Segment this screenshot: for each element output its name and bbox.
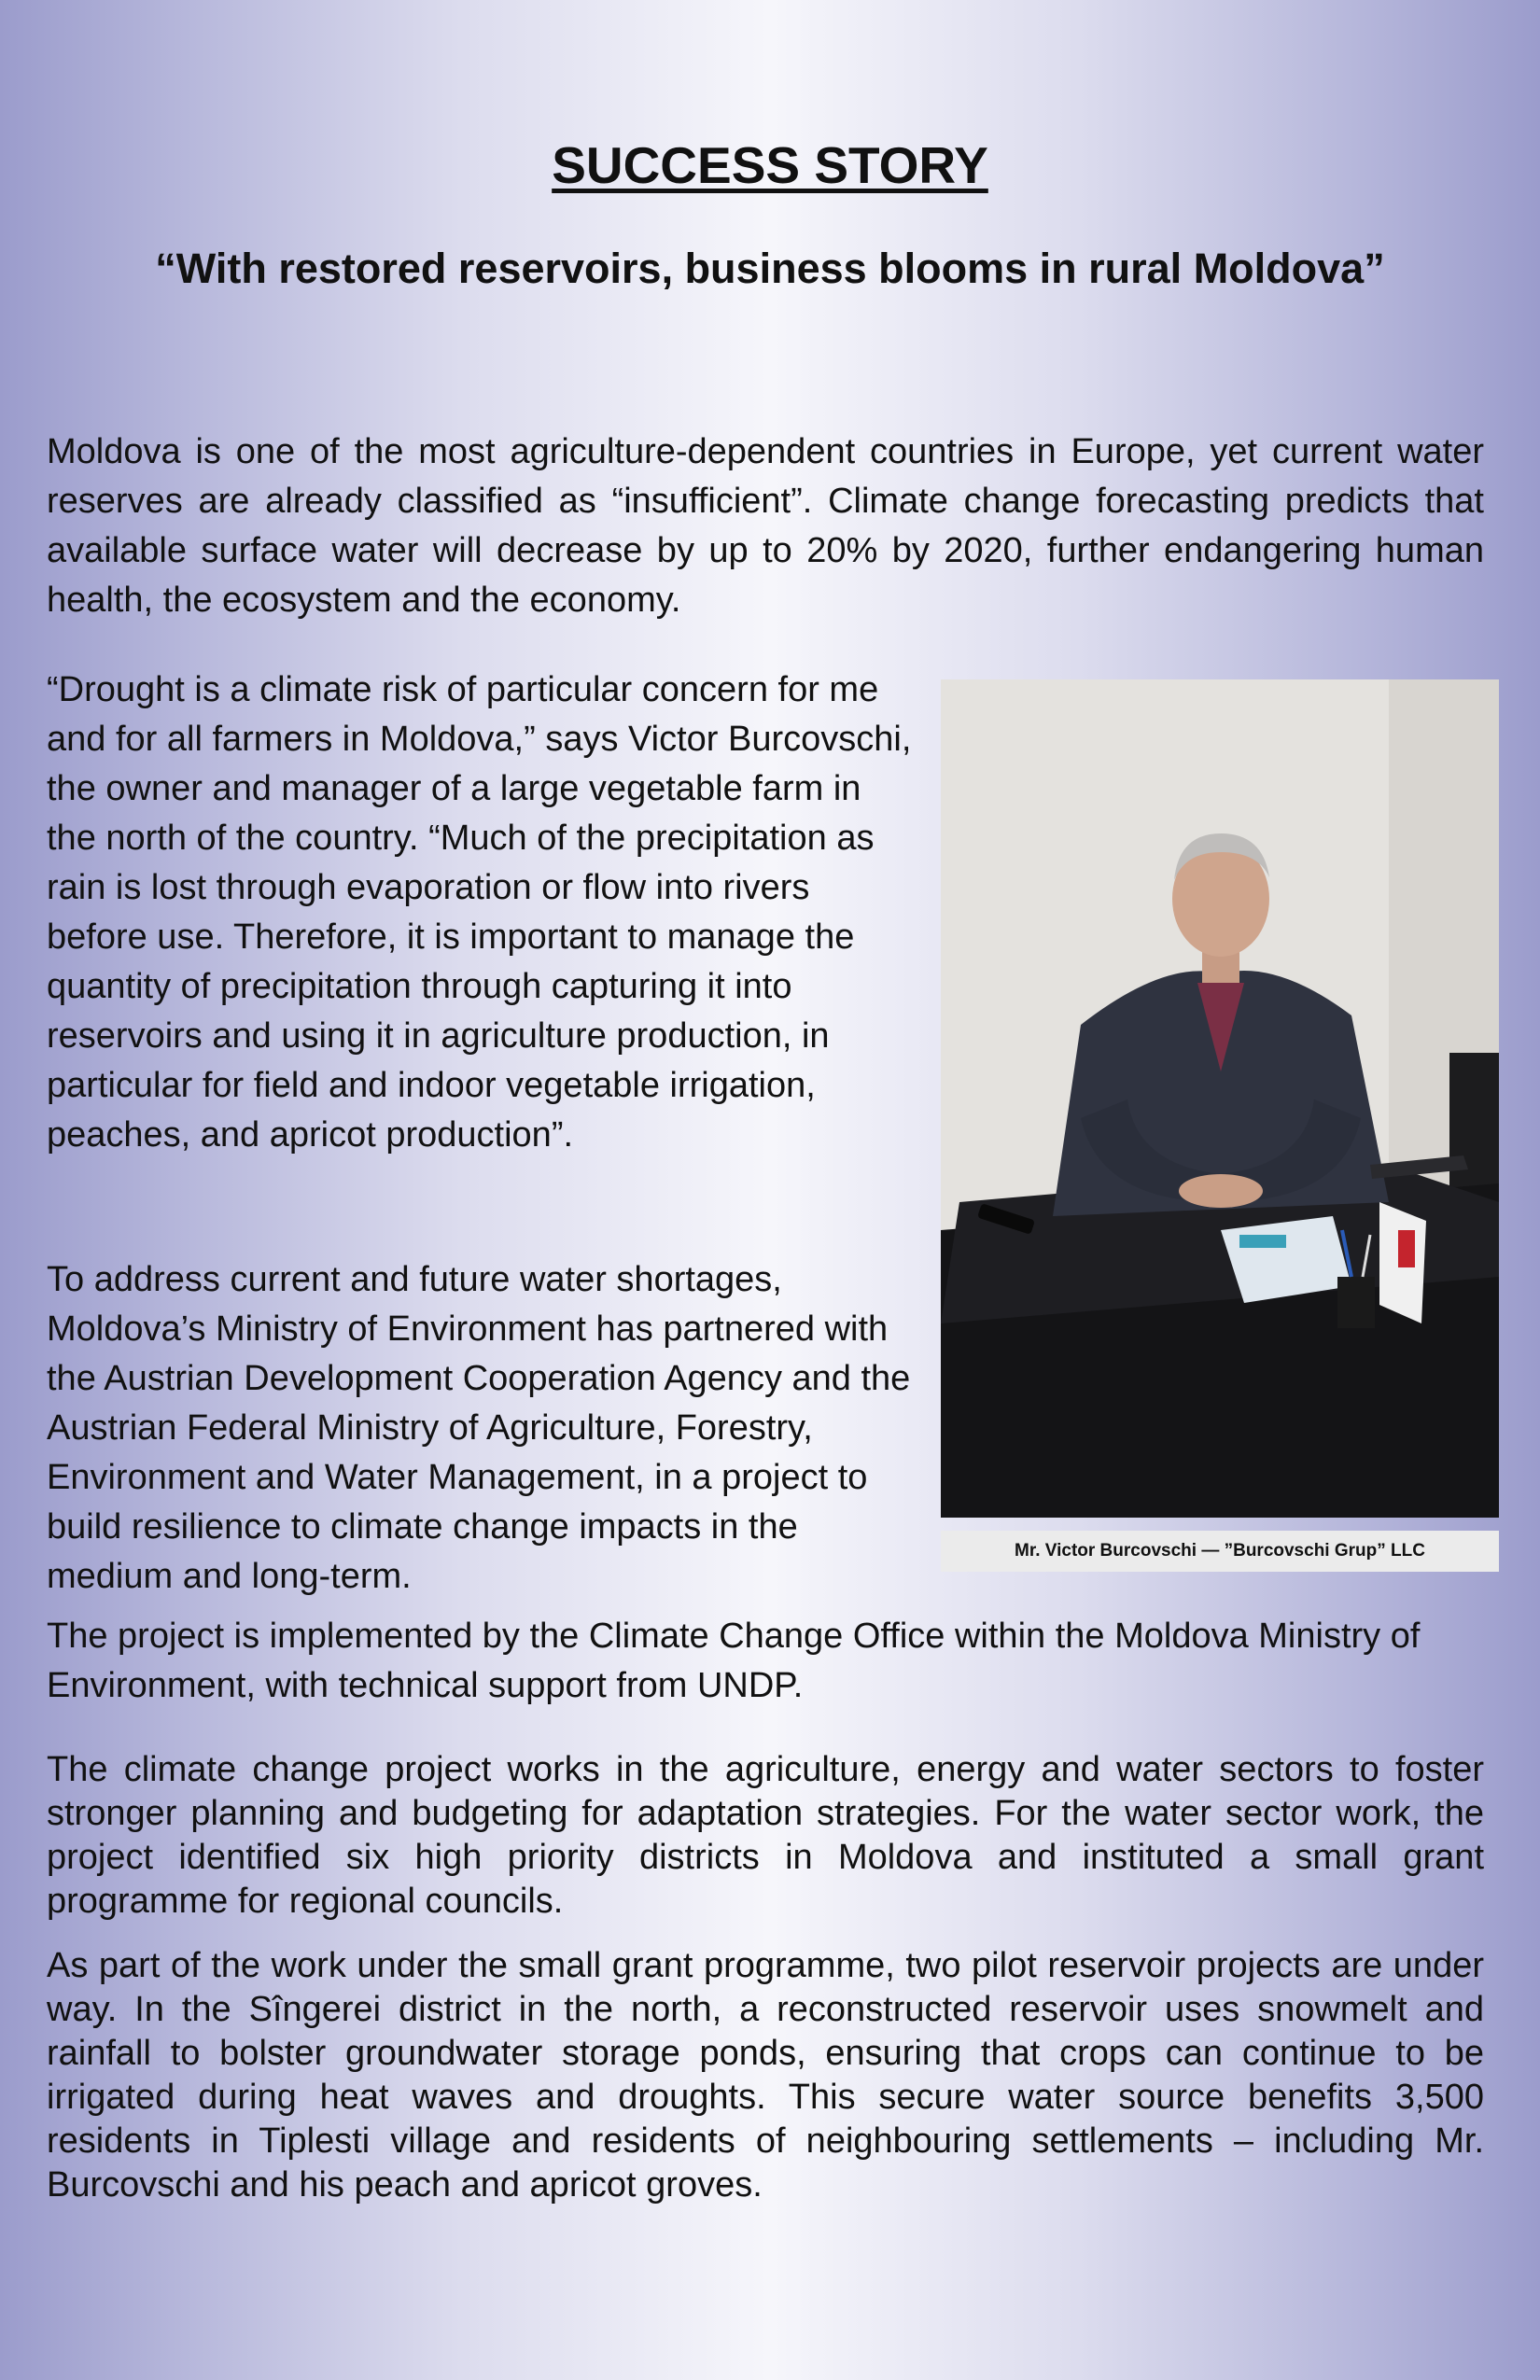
- page-subtitle: “With restored reservoirs, business blooms in rural Moldova”: [155, 245, 1385, 292]
- implementation-paragraph: The project is implemented by the Climate Change Office within the Moldova Ministry of Environment, with technical support from UNDP.: [47, 1617, 1421, 1705]
- photo-caption: Mr. Victor Burcovschi — ”Burcovschi Grup” LLC: [941, 1531, 1499, 1572]
- intro-paragraph: Moldova is one of the most agriculture-dependent countries in Europe, yet current water reserves are already classified as “insufficient”. Climate change forecasting predicts that available surface water will decrease by up to 20% by 2020, further endangering human health, the ecosystem and the economy.: [47, 432, 1484, 620]
- portrait-photo: [941, 679, 1499, 1518]
- address-paragraph: To address current and future water shortages, Moldova’s Ministry of Environment has partnered with the Austrian Development Cooperation Agency and the Austrian Federal Ministry of Agriculture, Forestry, Environment and Water Management, in a project to build resilience to climate change impacts in the medium and long-term.: [47, 1260, 911, 1596]
- project-paragraph: The climate change project works in the agriculture, energy and water sectors to foster stronger planning and budgeting for adaptation strategies. For the water sector work, the project identified six high priority districts in Moldova and instituted a small grant programme for regional councils.: [47, 1750, 1484, 1921]
- quote-paragraph: “Drought is a climate risk of particular concern for me and for all farmers in Moldova,” says Victor Burcovschi, the owner and manager of a large vegetable farm in the north of the country. “Much of the precipitation as rain is lost through evaporation or flow into rivers before use. Therefore, it is important to manage the quantity of precipitation through capturing it into reservoirs and using it in agriculture production, in particular for field and indoor vegetable irrigation, peaches, and apricot production”.: [47, 670, 912, 1155]
- page-title: SUCCESS STORY: [552, 136, 988, 194]
- portrait-illustration: [941, 679, 1499, 1518]
- pilot-paragraph: As part of the work under the small grant programme, two pilot reservoir projects are under way. In the Sîngerei district in the north, a reconstructed reservoir uses snowmelt and rainfall to bolster groundwater storage ponds, ensuring that crops can continue to be irrigated during heat waves and droughts. This secure water source benefits 3,500 residents in Tiplesti village and residents of neighbouring settlements – including Mr. Burcovschi and his peach and apricot groves.: [47, 1946, 1484, 2205]
